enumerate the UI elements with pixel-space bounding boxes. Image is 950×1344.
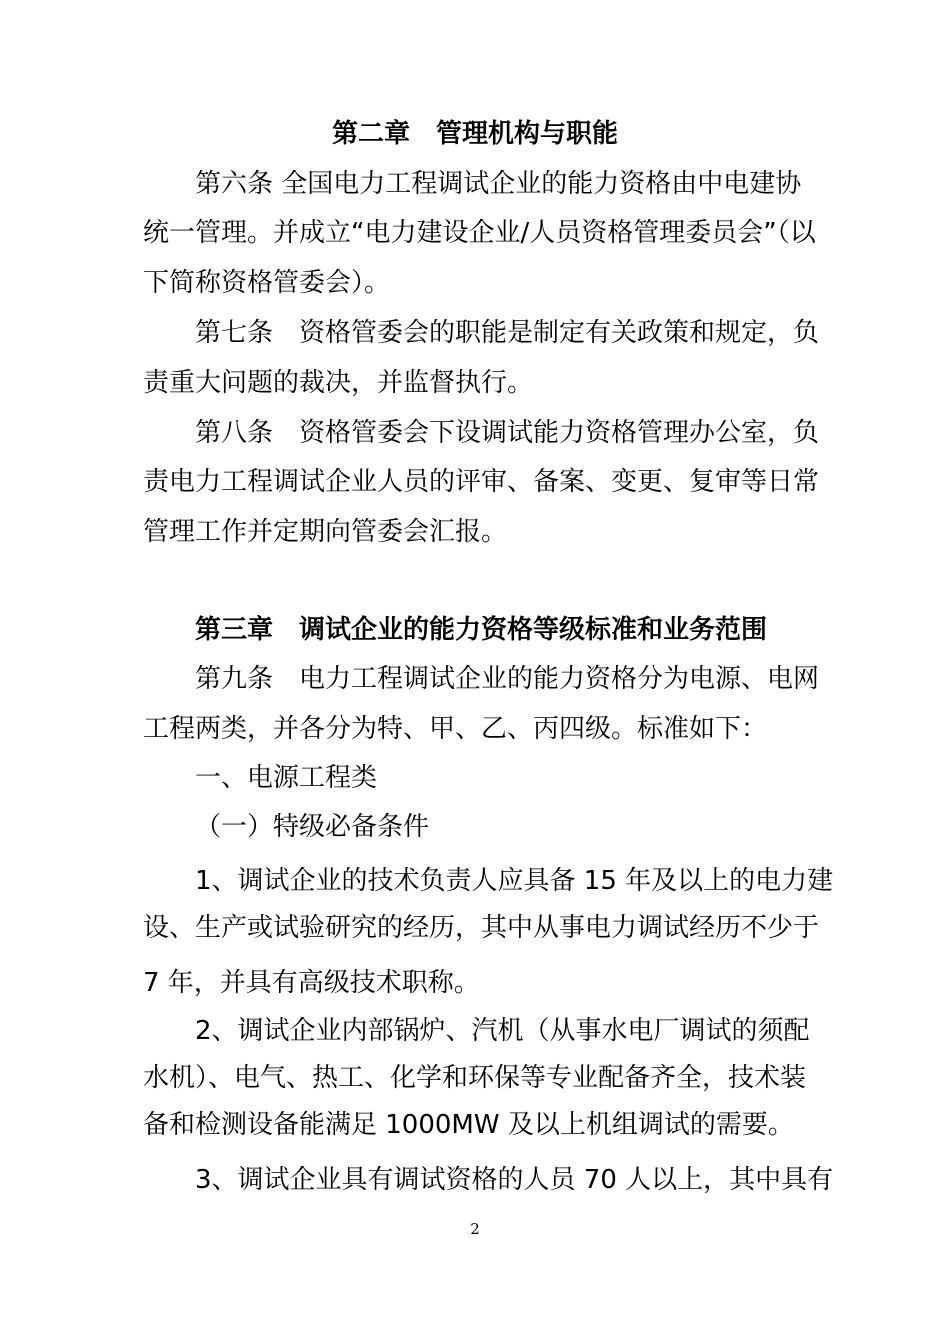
chapter-3-heading: 第三章 调试企业的能力资格等级标准和业务范围 bbox=[195, 615, 768, 645]
item-1-line-3: 7 年，并具有高级技术职称。 bbox=[143, 968, 480, 998]
item-2-line-2: 水机）、电气、热工、化学和环保等专业配备齐全，技术装 bbox=[143, 1063, 807, 1093]
article-9-line-1: 第九条 电力工程调试企业的能力资格分为电源、电网 bbox=[195, 664, 820, 694]
chapter-2-heading: 第二章 管理机构与职能 bbox=[331, 119, 618, 149]
article-6-line-2: 统一管理。并成立“电力建设企业/人员资格管理委员会”（以 bbox=[143, 218, 816, 248]
article-8-line-2: 责电力工程调试企业人员的评审、备案、变更、复审等日常 bbox=[143, 467, 820, 497]
article-6-line-3: 下简称资格管委会）。 bbox=[143, 268, 391, 298]
item-2-line-3: 备和检测设备能满足 1000MW 及以上机组调试的需要。 bbox=[143, 1110, 794, 1140]
article-8-line-3: 管理工作并定期向管委会汇报。 bbox=[143, 517, 508, 547]
article-8-line-1: 第八条 资格管委会下设调试能力资格管理办公室，负 bbox=[195, 418, 820, 448]
item-3-line-1: 3、调试企业具有调试资格的人员 70 人以上，其中具有 bbox=[195, 1165, 834, 1195]
article-6-line-1: 第六条 全国电力工程调试企业的能力资格由中电建协 bbox=[195, 169, 802, 199]
page-number: 2 bbox=[470, 1220, 480, 1238]
item-1-line-1: 1、调试企业的技术负责人应具备 15 年及以上的电力建 bbox=[195, 866, 834, 896]
section-power-source: 一、电源工程类 bbox=[195, 763, 378, 793]
article-7-line-1: 第七条 资格管委会的职能是制定有关政策和规定，负 bbox=[195, 318, 820, 348]
item-2-line-1: 2、调试企业内部锅炉、汽机（从事水电厂调试的须配 bbox=[195, 1016, 810, 1046]
item-1-line-2: 设、生产或试验研究的经历，其中从事电力调试经历不少于 bbox=[143, 913, 820, 943]
article-7-line-2: 责重大问题的裁决，并监督执行。 bbox=[143, 368, 534, 398]
article-9-line-2: 工程两类，并各分为特、甲、乙、丙四级。标准如下： bbox=[143, 714, 768, 744]
subsection-special-grade: （一）特级必备条件 bbox=[195, 812, 430, 842]
